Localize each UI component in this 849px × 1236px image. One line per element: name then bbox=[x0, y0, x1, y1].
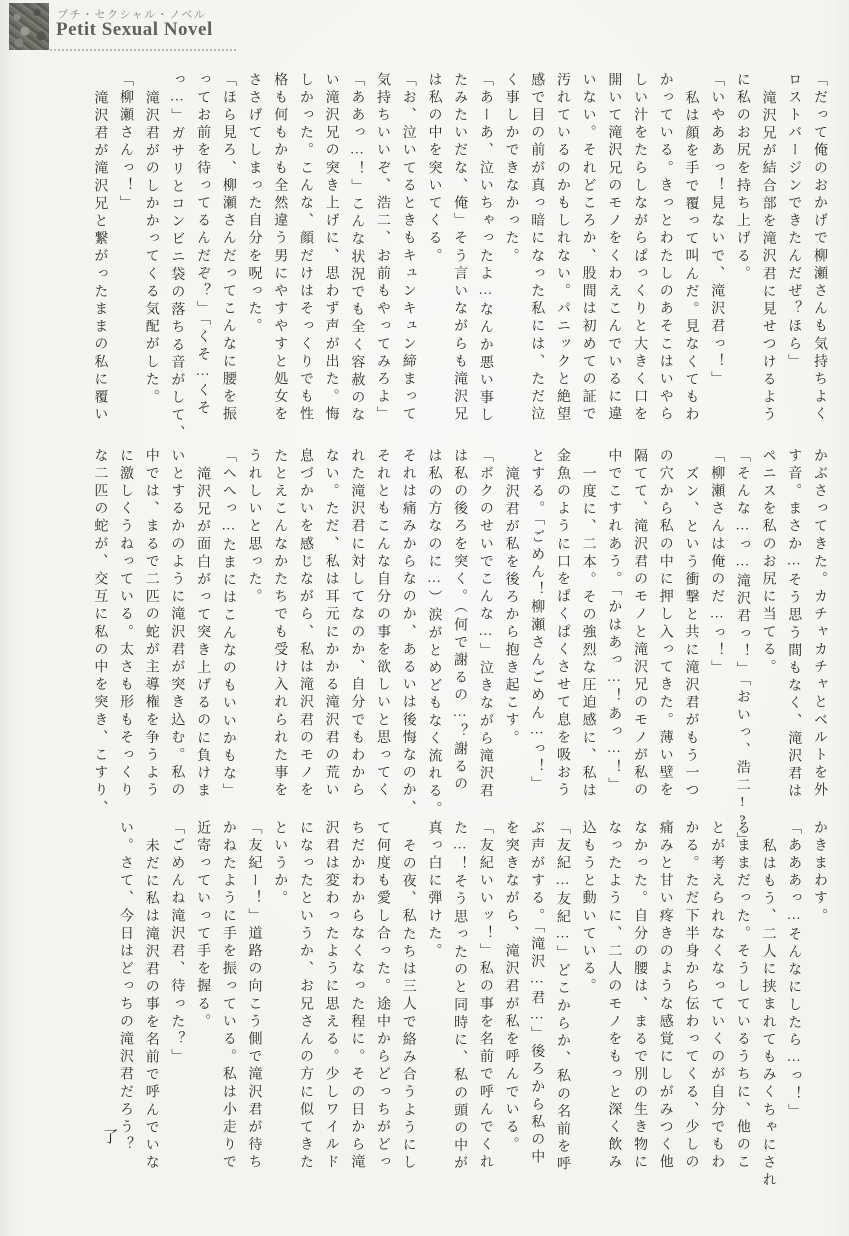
text-column: に激しくうねっている。太さも形もそっくり bbox=[118, 448, 134, 800]
text-column: うれしいと思った。 bbox=[246, 448, 262, 607]
text-column: 真っ白に弾けた。 bbox=[426, 820, 442, 961]
header-dotted-rule bbox=[50, 49, 236, 51]
text-column: た…！そう思ったのと同時に、私の頭の中が bbox=[452, 820, 468, 1173]
text-column: 開いて滝沢兄のモノをくわえこんでいるに違 bbox=[606, 72, 622, 424]
text-band-bottom bbox=[86, 820, 832, 1192]
text-column: 気持ちいいぞ、浩二、お前もやってみろよ」 bbox=[375, 72, 391, 424]
text-band-top bbox=[86, 72, 832, 444]
text-column: いない。それどころか、股間は初めての証で bbox=[580, 72, 596, 424]
text-column: て何度も愛し合った。途中からどっちがどっ bbox=[375, 820, 391, 1172]
text-column: かる。ただ下半身から伝わってくる、少しの bbox=[683, 820, 699, 1172]
story-end-mark: 了 bbox=[100, 1128, 117, 1144]
text-column: 「そんな…っ…滝沢君っ！」「おいっ、浩二!?」 bbox=[734, 448, 750, 850]
text-column: 「友紀…友紀…」どこからか、私の名前を呼 bbox=[554, 820, 570, 1174]
series-logo-icon bbox=[9, 3, 49, 50]
text-column: 格も何もかも全然違う男にやすやすと処女を bbox=[272, 72, 288, 424]
text-column: 息づかいを感じながら、私は滝沢君のモノを bbox=[297, 448, 313, 800]
text-column: なかった。自分の腰は、まるで別の生き物に bbox=[632, 820, 648, 1172]
text-column: ロストバージンできたんだぜ？ほら」 bbox=[786, 72, 802, 372]
page-header bbox=[0, 0, 280, 58]
text-column: 「ああっ…！」こんな状況でも全く容赦のな bbox=[349, 72, 365, 425]
text-column: 中では、まるで二匹の蛇が主導権を争うよう bbox=[143, 448, 159, 800]
text-column: ちだかわからなくなった程に。その日から滝 bbox=[349, 820, 365, 1172]
text-column: 「へへっ…たまにはこんなのもいいかもな」 bbox=[220, 448, 236, 801]
text-column: ささげてしまった自分を呪った。 bbox=[246, 72, 262, 336]
text-column: るままだった。そうしているうちに、他のこ bbox=[734, 820, 750, 1172]
text-column: 「だって俺のおかげで柳瀬さんも気持ちよく bbox=[812, 72, 827, 424]
text-column: 込もうと動いている。 bbox=[580, 820, 596, 996]
text-column: れた滝沢君に対してなのか、自分でもわから bbox=[349, 448, 365, 800]
text-column: 金魚のように口をぱくぱくさせて息を吸おう bbox=[554, 448, 570, 800]
text-column: 汚れているのかもしれない。パニックと絶望 bbox=[554, 72, 570, 424]
text-column: 感で目の前が真っ暗になった私には、ただ泣 bbox=[529, 72, 545, 424]
text-column: 滝沢君がのしかかってくる気配がした。 bbox=[143, 90, 159, 407]
text-column: になったというか、お兄さんの方に似てきた bbox=[297, 820, 313, 1172]
text-column: 「ほら見ろ、柳瀬さんだってこんなに腰を振 bbox=[220, 72, 236, 424]
text-column: 「柳瀬さんは俺のだ…っ！」 bbox=[709, 448, 725, 678]
text-column: 滝沢兄が面白がって突き上げるのに負けま bbox=[195, 466, 211, 801]
text-column: ペニスを私のお尻に当てる。 bbox=[760, 448, 776, 677]
text-column: ない。ただ、私は耳元にかかる滝沢君の荒い bbox=[323, 448, 339, 800]
text-column: というか。 bbox=[272, 820, 288, 908]
text-column: 滝沢君が滝沢兄と繋がったままの私に覆い bbox=[92, 90, 108, 425]
text-column: かねたように手を振っている。私は小走りで bbox=[220, 820, 236, 1172]
text-column: い滝沢兄の突き上げに、思わず声が出た。悔 bbox=[323, 72, 339, 424]
text-column: 「柳瀬さんっ！」 bbox=[118, 72, 134, 213]
text-column: 「ボクのせいでこんな…」泣きながら滝沢君 bbox=[477, 448, 493, 801]
text-column: 「あーあ、泣いちゃったよ…なんか悪い事し bbox=[477, 72, 493, 425]
text-column: いとするかのように滝沢君が突き込む。私の bbox=[169, 448, 185, 800]
text-column: 沢君は変わったように思える。少しワイルド bbox=[323, 820, 339, 1172]
text-column: 中でこすれあう。「かはあっ…！あっ…！」 bbox=[606, 448, 622, 795]
text-column: 痛みと甘い疼きのような感覚にしがみつく他 bbox=[657, 820, 673, 1172]
text-column: い。さて、今日はどっちの滝沢君だろう？ bbox=[118, 820, 134, 1155]
text-column: ってお前を待ってるんだぞ？」「くそ…くそ bbox=[195, 72, 211, 418]
text-column: しかった。こんな、顔だけはそっくりでも性 bbox=[297, 72, 313, 424]
text-column: は私の後ろを突く。（何で謝るの…？謝るの bbox=[452, 448, 468, 794]
text-column: は私の方なのに…）涙がとめどもなく流れる。 bbox=[426, 448, 442, 819]
text-column: は私の中を突いてくる。 bbox=[426, 72, 442, 266]
text-column: ぶ声がする。「滝沢…君…」後ろから私の中 bbox=[529, 820, 545, 1167]
text-column: とする。「ごめん！柳瀬さんごめん…っ！」 bbox=[529, 448, 545, 794]
text-column: 「お、泣いてるときもキュンキュン締まって bbox=[400, 72, 416, 424]
text-column: 滝沢君が私を後ろから抱き起こす。 bbox=[503, 466, 519, 748]
text-column: を突きながら、滝沢君が私を呼んでいる。 bbox=[503, 820, 519, 1155]
text-column: す音。まさか…そう思う間もなく、滝沢君は bbox=[786, 448, 802, 801]
text-column: かきまわす。 bbox=[812, 820, 827, 926]
text-column: 「いやああっ！見ないで、滝沢君っ！」 bbox=[709, 72, 725, 389]
text-column: その夜、私たちは三人で絡み合うようにし bbox=[400, 838, 416, 1173]
text-column: ズン、という衝撃と共に滝沢君がもう一つ bbox=[683, 466, 699, 801]
text-column: しい汁をたらしながらぱっくりと大きく口を bbox=[632, 72, 648, 424]
text-column: 「ごめんね滝沢君、待った？」 bbox=[169, 820, 185, 1067]
text-column: な二匹の蛇が、交互に私の中を突き、こすり、 bbox=[92, 448, 108, 818]
text-column: 一度に、二本。その強烈な圧迫感に、私は bbox=[580, 466, 596, 801]
text-column: 私は顔を手で覆って叫んだ。見なくてもわ bbox=[683, 90, 699, 425]
text-column: っ…」ガサリとコンビニ袋の落ちる音がして、 bbox=[169, 72, 185, 443]
text-column: とが考えられなくなっていくのが自分でもわ bbox=[709, 820, 725, 1172]
text-column: かぶさってきた。カチャカチャとベルトを外 bbox=[812, 448, 827, 800]
series-title-english: Petit Sexual Novel bbox=[56, 19, 213, 40]
text-column: たみたいだな、俺」そう言いながらも滝沢兄 bbox=[452, 72, 468, 424]
text-column: たとえこんなかたちでも受け入れられた事を bbox=[272, 448, 288, 800]
text-column: 近寄っていって手を握る。 bbox=[195, 820, 211, 1032]
text-column: 「友紀いいッ！」私の事を名前で呼んでくれ bbox=[477, 820, 493, 1172]
text-column: 「友紀ー！」道路の向こう側で滝沢君が待ち bbox=[246, 820, 262, 1172]
text-band-middle bbox=[86, 448, 832, 850]
text-column: なったように、二人のモノをもっと深く飲み bbox=[606, 820, 622, 1172]
text-column: それともこんな自分の事を欲しいと思ってく bbox=[375, 448, 391, 800]
text-column: の穴から私の中に押し入ってきた。薄い壁を bbox=[657, 448, 673, 800]
text-column: に私のお尻を持ち上げる。 bbox=[734, 72, 750, 284]
text-column: 隔てて、滝沢君のモノと滝沢兄のモノが私の bbox=[632, 448, 648, 800]
series-subtitle-japanese: プチ・セクシャル・ノベル bbox=[57, 9, 207, 21]
text-column: かっている。きっとわたしのあそこはいやら bbox=[657, 72, 673, 424]
text-column: 未だに私は滝沢君の事を名前で呼んでいな bbox=[143, 838, 159, 1173]
text-column: 滝沢兄が結合部を滝沢君に見せつけるよう bbox=[760, 90, 776, 425]
text-column: それは痛みからなのか、あるいは後悔なのか、 bbox=[400, 448, 416, 818]
text-column: 私はもう、二人に挟まれてもみくちゃにされ bbox=[760, 838, 776, 1190]
text-column: く事しかできなかった。 bbox=[503, 72, 519, 266]
text-column: 「あああっ…そんなにしたら…っ！」 bbox=[786, 820, 802, 1122]
